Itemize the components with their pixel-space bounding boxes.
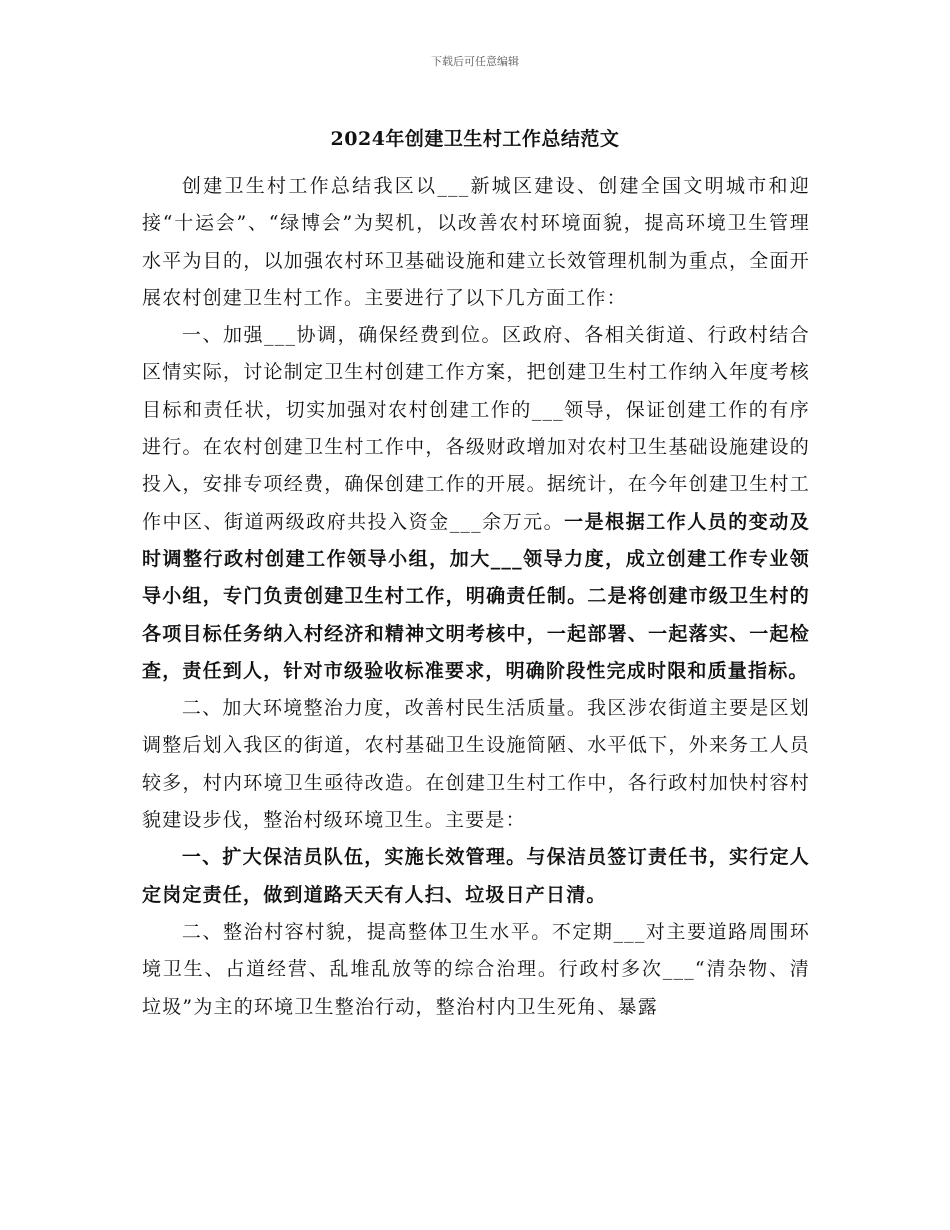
paragraph-item-2 [142, 914, 810, 1026]
paragraph-section-1 [142, 317, 810, 690]
paragraph-section-2 [142, 690, 810, 839]
document-title: 2024年创建卫生村工作总结范文 [330, 128, 620, 150]
paragraph-text: 一、加强___协调，确保经费到位。区政府、各相关街道、行政村结合区情实际，讨论制定卫生村创建工作方案，把创建卫生村工作纳入年度考核目标和责任状，切实加强对农村创建工作的___领导，保证创建工作的有序进行。在农村创建卫生村工作中，各级财政增加对农村卫生基础设施建设的投入，安排专项经费，确保创建工作的开展。据统计，在今年创建卫生村工作中区、街道两级政府共投入资金___余万元。 [142, 324, 810, 533]
header-note: 下载后可任意编辑 [431, 55, 519, 68]
paragraph-bold-text: 一是根据工作人员的变动及时调整行政村创建工作领导小组，加大___领导力度，成立创建工作专业领导小组，专门负责创建卫生村工作，明确责任制。二是将创建市级卫生村的各项目标任务纳入村经济和精神文明考核中，一起部署、一起落实、一起检查，责任到人，针对市级验收标准要求，明确阶段性完成时限和质量指标。 [142, 510, 810, 682]
paragraph-text: 二、整治村容村貌，提高整体卫生水平。不定期___对主要道路周围环境卫生、占道经营、乱堆乱放等的综合治理。行政村多次___“清杂物、清垃圾”为主的环境卫生整治行动，整治村内卫生死角、暴露 [142, 920, 810, 1018]
paragraph-intro [142, 168, 810, 317]
paragraph-text: 创建卫生村工作总结我区以___新城区建设、创建全国文明城市和迎接“十运会”、“绿博会”为契机，以改善农村环境面貌，提高环境卫生管理水平为目的，以加强农村环卫基础设施和建立长效管理机制为重点，全面开展农村创建卫生村工作。主要进行了以下几方面工作： [142, 175, 810, 309]
paragraph-item-1 [142, 839, 810, 914]
document-body [142, 168, 810, 1026]
paragraph-text: 二、加大环境整治力度，改善村民生活质量。我区涉农街道主要是区划调整后划入我区的街道，农村基础卫生设施简陋、水平低下，外来务工人员较多，村内环境卫生亟待改造。在创建卫生村工作中，各行政村加快村容村貌建设步伐，整治村级环境卫生。主要是： [142, 697, 810, 832]
paragraph-bold-text: 一、扩大保洁员队伍，实施长效管理。与保洁员签订责任书，实行定人定岗定责任，做到道路天天有人扫、垃圾日产日清。 [142, 846, 810, 906]
